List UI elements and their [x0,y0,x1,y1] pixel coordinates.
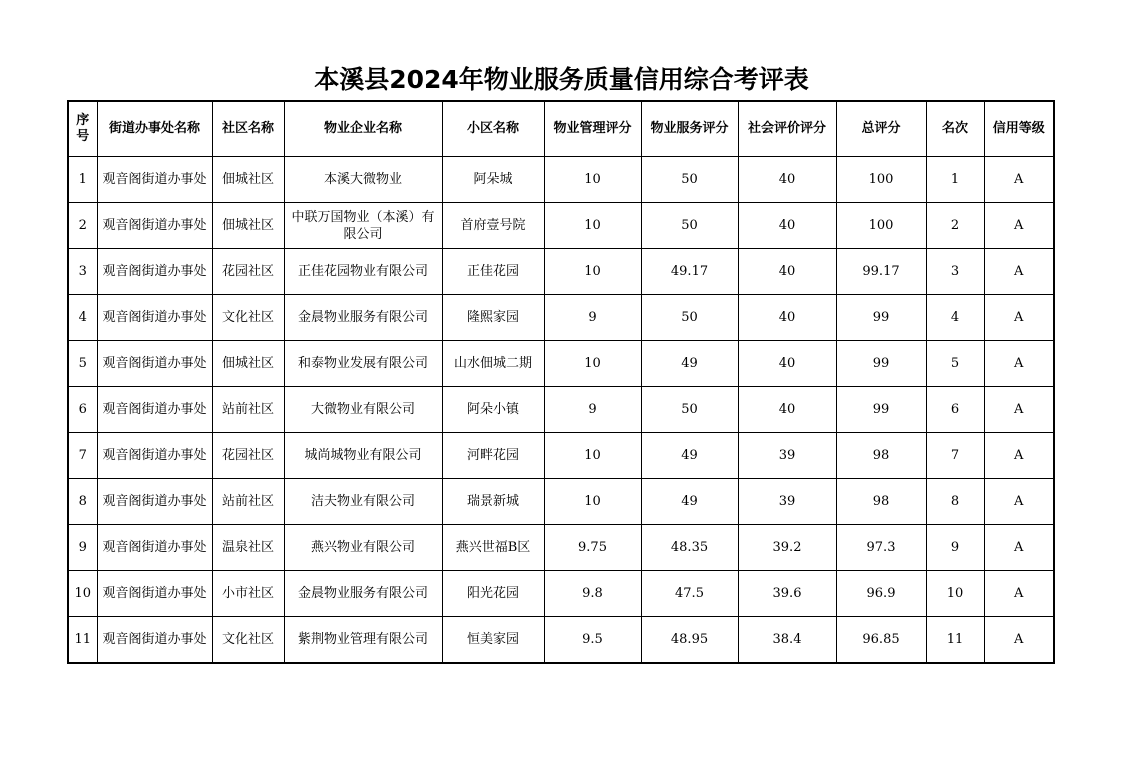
cell-mgmt-score: 9.5 [544,617,641,664]
cell-grade: A [984,387,1054,433]
cell-estate: 瑞景新城 [442,479,544,525]
cell-total-score: 98 [836,479,926,525]
column-header-community: 社区名称 [212,101,284,157]
cell-seq: 9 [68,525,97,571]
cell-mgmt-score: 9.8 [544,571,641,617]
cell-company: 正佳花园物业有限公司 [284,249,442,295]
cell-company: 洁夫物业有限公司 [284,479,442,525]
cell-community: 文化社区 [212,295,284,341]
cell-company: 和泰物业发展有限公司 [284,341,442,387]
cell-social-score: 40 [738,203,836,249]
cell-office: 观音阁街道办事处 [97,249,212,295]
cell-mgmt-score: 10 [544,203,641,249]
cell-social-score: 38.4 [738,617,836,664]
cell-office: 观音阁街道办事处 [97,341,212,387]
column-header-company: 物业企业名称 [284,101,442,157]
cell-service-score: 50 [641,157,738,203]
table-row [68,203,1054,249]
cell-mgmt-score: 10 [544,249,641,295]
cell-total-score: 99 [836,387,926,433]
cell-rank: 8 [926,479,984,525]
cell-service-score: 48.35 [641,525,738,571]
cell-mgmt-score: 9 [544,295,641,341]
cell-company: 金晨物业服务有限公司 [284,295,442,341]
cell-mgmt-score: 9 [544,387,641,433]
cell-grade: A [984,479,1054,525]
cell-grade: A [984,157,1054,203]
cell-mgmt-score: 9.75 [544,525,641,571]
cell-office: 观音阁街道办事处 [97,387,212,433]
table-row [68,249,1054,295]
cell-social-score: 40 [738,249,836,295]
cell-office: 观音阁街道办事处 [97,203,212,249]
table-row [68,387,1054,433]
cell-company: 城尚城物业有限公司 [284,433,442,479]
cell-community: 站前社区 [212,387,284,433]
cell-estate: 恒美家园 [442,617,544,664]
cell-seq: 7 [68,433,97,479]
cell-company: 大微物业有限公司 [284,387,442,433]
cell-office: 观音阁街道办事处 [97,525,212,571]
cell-seq: 6 [68,387,97,433]
cell-total-score: 100 [836,203,926,249]
cell-seq: 5 [68,341,97,387]
cell-grade: A [984,571,1054,617]
column-header-rank: 名次 [926,101,984,157]
cell-social-score: 39 [738,479,836,525]
column-header-total-score: 总评分 [836,101,926,157]
table-row [68,571,1054,617]
cell-estate: 阳光花园 [442,571,544,617]
table-row [68,479,1054,525]
cell-social-score: 40 [738,387,836,433]
table-row [68,525,1054,571]
cell-mgmt-score: 10 [544,433,641,479]
cell-rank: 5 [926,341,984,387]
cell-social-score: 40 [738,295,836,341]
cell-company: 紫荆物业管理有限公司 [284,617,442,664]
cell-grade: A [984,617,1054,664]
page-title: 本溪县2024年物业服务质量信用综合考评表 [314,65,809,94]
cell-seq: 8 [68,479,97,525]
cell-service-score: 50 [641,203,738,249]
cell-grade: A [984,341,1054,387]
evaluation-table [67,100,1055,664]
cell-company: 中联万国物业（本溪）有限公司 [284,203,442,249]
cell-service-score: 50 [641,387,738,433]
table-row [68,617,1054,664]
cell-office: 观音阁街道办事处 [97,295,212,341]
cell-service-score: 50 [641,295,738,341]
cell-total-score: 97.3 [836,525,926,571]
cell-mgmt-score: 10 [544,479,641,525]
cell-total-score: 96.85 [836,617,926,664]
column-header-service-score: 物业服务评分 [641,101,738,157]
cell-grade: A [984,249,1054,295]
table-row [68,341,1054,387]
cell-community: 花园社区 [212,249,284,295]
cell-mgmt-score: 10 [544,341,641,387]
cell-grade: A [984,203,1054,249]
cell-total-score: 100 [836,157,926,203]
cell-seq: 11 [68,617,97,664]
cell-estate: 隆熙家园 [442,295,544,341]
cell-company: 金晨物业服务有限公司 [284,571,442,617]
cell-mgmt-score: 10 [544,157,641,203]
column-header-seq: 序号 [68,101,97,157]
cell-rank: 2 [926,203,984,249]
cell-company: 本溪大微物业 [284,157,442,203]
cell-estate: 阿朵城 [442,157,544,203]
cell-community: 文化社区 [212,617,284,664]
column-header-mgmt-score: 物业管理评分 [544,101,641,157]
cell-seq: 3 [68,249,97,295]
cell-estate: 山水佃城二期 [442,341,544,387]
table-header-row [68,101,1054,157]
column-header-grade: 信用等级 [984,101,1054,157]
cell-total-score: 99.17 [836,249,926,295]
cell-social-score: 39.2 [738,525,836,571]
cell-rank: 3 [926,249,984,295]
cell-grade: A [984,525,1054,571]
cell-service-score: 48.95 [641,617,738,664]
cell-seq: 10 [68,571,97,617]
cell-seq: 2 [68,203,97,249]
cell-community: 佃城社区 [212,203,284,249]
cell-rank: 7 [926,433,984,479]
cell-office: 观音阁街道办事处 [97,617,212,664]
cell-total-score: 98 [836,433,926,479]
cell-community: 温泉社区 [212,525,284,571]
cell-company: 燕兴物业有限公司 [284,525,442,571]
cell-service-score: 49 [641,433,738,479]
cell-seq: 4 [68,295,97,341]
table-row [68,295,1054,341]
cell-office: 观音阁街道办事处 [97,157,212,203]
column-header-office: 街道办事处名称 [97,101,212,157]
cell-total-score: 99 [836,295,926,341]
cell-estate: 燕兴世福B区 [442,525,544,571]
cell-service-score: 49 [641,341,738,387]
cell-service-score: 49 [641,479,738,525]
cell-community: 花园社区 [212,433,284,479]
cell-total-score: 99 [836,341,926,387]
cell-social-score: 40 [738,157,836,203]
cell-service-score: 47.5 [641,571,738,617]
table-row [68,433,1054,479]
cell-community: 佃城社区 [212,341,284,387]
cell-seq: 1 [68,157,97,203]
cell-social-score: 40 [738,341,836,387]
cell-rank: 4 [926,295,984,341]
cell-grade: A [984,295,1054,341]
table-body [68,157,1054,664]
cell-service-score: 49.17 [641,249,738,295]
cell-estate: 河畔花园 [442,433,544,479]
column-header-social-score: 社会评价评分 [738,101,836,157]
cell-rank: 9 [926,525,984,571]
table-row [68,157,1054,203]
cell-community: 佃城社区 [212,157,284,203]
cell-social-score: 39.6 [738,571,836,617]
cell-grade: A [984,433,1054,479]
cell-total-score: 96.9 [836,571,926,617]
cell-estate: 首府壹号院 [442,203,544,249]
cell-community: 站前社区 [212,479,284,525]
cell-estate: 阿朵小镇 [442,387,544,433]
cell-social-score: 39 [738,433,836,479]
cell-office: 观音阁街道办事处 [97,479,212,525]
column-header-estate: 小区名称 [442,101,544,157]
cell-office: 观音阁街道办事处 [97,571,212,617]
cell-rank: 11 [926,617,984,664]
cell-rank: 1 [926,157,984,203]
cell-office: 观音阁街道办事处 [97,433,212,479]
cell-rank: 10 [926,571,984,617]
cell-community: 小市社区 [212,571,284,617]
cell-estate: 正佳花园 [442,249,544,295]
cell-rank: 6 [926,387,984,433]
